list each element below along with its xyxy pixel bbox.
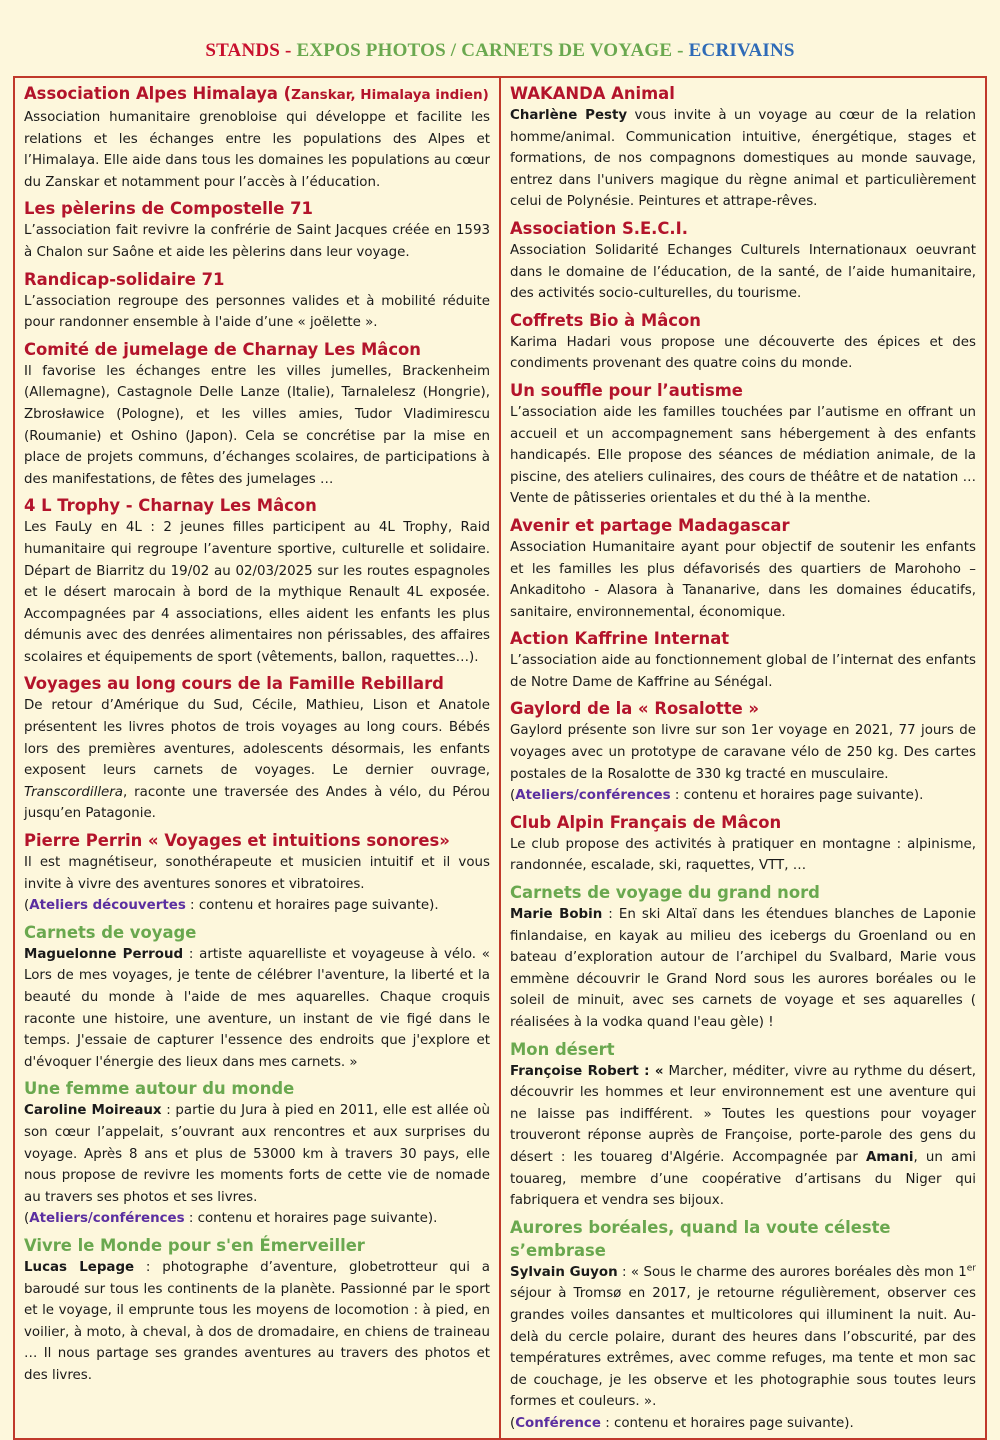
entry-title: Coffrets Bio à Mâcon [510, 310, 701, 330]
entry-text: Les FauLy en 4L : 2 jeunes filles participent au 4L Trophy, Raid humanitaire qui regroupe l’aventure sportive, culturelle et solidaire. Départ de Biarritz du 19/02 au 02/03/2025 sur les routes espagnoles et le désert marocain à bord de la mythique Renault 4L exposée. Accompagnées par 4 associations, elles aident les enfants les plus démunis avec des denrées alimentaires non périssables, des affaires scolaires et équipements de sport (vêtements, ballon, raquettes…). [24, 520, 490, 665]
entry-title: Un souffle pour l’autisme [510, 380, 743, 400]
entry-text: L’association aide les familles touchées par l’autisme en offrant un accueil et un accompagnement sans hébergement à des enfants handicapés. Elle propose des séances de médiation animale, de la piscine, des ateliers culinaires, des cours de théâtre et de natation … Vente de pâtisseries orientales et du thé à la menthe. [510, 404, 976, 507]
entry-text: Association humanitaire grenobloise qui développe et facilite les relations et les échanges entre les populations des Alpes et l’Himalaya. Elle aide dans tous les domaines les populations au cœur du Zanskar et notamment pour l’accès à l’éducation. [24, 110, 490, 190]
entry-title: Carnets de voyage du grand nord [510, 883, 820, 903]
entry-gaylord [510, 697, 976, 806]
person-name: Marie Bobin [510, 907, 603, 923]
entry-text: Il est magnétiseur, sonothérapeute et musicien intuitif et il vous invite à vivre des aventures sonores et vibratoires. (Ateliers découvertes : contenu et horaires page suivante). [24, 855, 490, 914]
person-name: Maguelonne Perroud [24, 946, 184, 962]
title-ecrivains: ECRIVAINS [688, 40, 795, 61]
entry-text: L’association aide au fonctionnement global de l’internat des enfants de Notre Dame de Kaffrine au Sénégal. [510, 653, 976, 690]
person-name: Amani [866, 1149, 914, 1165]
entry-text: Sylvain Guyon : « Sous le charme des aurores boréales dès mon 1er séjour à Tromsø en 2017, je retourne régulièrement, observer ces grandes voiles dansantes et multicolores qui illuminent la nuit. Au-delà du cercle polaire, durant des heures dans l’obscurité, par des températures extrêmes, avec comme refuges, ma tente et mon sac de couchage, je les observe et les photographie sous toutes leurs formes et couleurs. ». (Conférence : contenu et horaires page suivante). [510, 1263, 976, 1431]
entry-text: Le club propose des activités à pratiquer en montagne : alpinisme, randonnée, escalade, ski, raquettes, VTT, … [510, 836, 976, 874]
entry-club-alpin [510, 811, 976, 877]
entry-text: Gaylord présente son livre sur son 1er voyage en 2021, 77 jours de voyages avec un prototype de caravane vélo de 250 kg. Des cartes postales de la Rosalotte de 330 kg tracté en musculaire. (Ateliers/conférences : contenu et horaires page suivante). [510, 723, 976, 804]
entry-coffrets-bio [510, 309, 976, 375]
entry-title: Association Alpes Himalaya (Zanskar, Himalaya indien) [24, 84, 489, 103]
ateliers-link[interactable]: Ateliers/conférences [515, 788, 671, 804]
entry-mon-desert [510, 1038, 976, 1212]
entry-madagascar [510, 514, 976, 623]
right-column [501, 78, 985, 1438]
entry-title: Club Alpin Français de Mâcon [510, 812, 782, 832]
conference-link[interactable]: Conférence [515, 1415, 601, 1431]
entry-title: Aurores boréales, quand la voute céleste s’embrase [510, 1217, 891, 1260]
entry-compostelle [24, 197, 490, 263]
person-name: Lucas Lepage [24, 1259, 135, 1275]
entry-title: Mon désert [510, 1039, 615, 1059]
entry-text: L’association fait revivre la confrérie de Saint Jacques créée en 1593 à Chalon sur Saône et aide les pèlerins dans leur voyage. [24, 223, 490, 260]
entry-text: Caroline Moireaux : partie du Jura à pied en 2011, elle est allée où son cœur l’appelait, s’ouvrant aux rencontres et aux surprises du voyage. Après 8 ans et plus de 53000 km à travers 30 pays, elle nous propose de revivre les moments forts de cette vie de nomade au travers ses photos et ses livres. (Ateliers/conférences : contenu et horaires page suivante). [24, 1103, 490, 1227]
entry-title: Les pèlerins de Compostelle 71 [24, 199, 313, 219]
content-frame [13, 76, 987, 1440]
entry-title: Gaylord de la « Rosalotte » [510, 699, 759, 719]
entry-title: WAKANDA Animal [510, 84, 675, 103]
book-title: Transcordillera [24, 784, 123, 800]
entry-text: Charlène Pesty vous invite à un voyage au cœur de la relation homme/animal. Communication intuitive, énergétique, stages et formations, de nos compagnons domestiques au monde sauvage, entrez dans l'univers magique du règne animal et particulièrement celui de Polynésie. Peintures et attrape-rêves. [510, 108, 976, 210]
entry-femme-monde [24, 1077, 490, 1230]
entry-alpes-himalaya [24, 82, 490, 193]
entry-text: Maguelonne Perroud : artiste aquarelliste et voyageuse à vélo. « Lors de mes voyages, je tente de célébrer l'aventure, la liberté et la beauté du monde à l'aide de mes aquarelles. Chaque croquis raconte une histoire, une aventure, un instant de vie figé dans le temps. J'essaie de capturer l'essence des endroits que j'explore et d'évoquer l'énergie des lieux dans mes carnets. » [24, 946, 490, 1070]
entry-title: Association S.E.C.I. [510, 218, 688, 238]
entry-text: Association Humanitaire ayant pour objectif de soutenir les enfants et les familles les plus défavorisés des quartiers de Marohoho – Ankaditoho - Alasora à Tananarive, dans les domaines éducatifs, sanitaire, environnemental, économique. [510, 539, 976, 620]
left-column [15, 78, 501, 1438]
entry-perrin [24, 829, 490, 917]
entry-title: 4 L Trophy - Charnay Les Mâcon [24, 496, 317, 516]
title-stands: STANDS - [205, 40, 297, 61]
entry-title: Vivre le Monde pour s'en Émerveiller [24, 1235, 365, 1255]
entry-kaffrine [510, 627, 976, 693]
entry-aurores [510, 1216, 976, 1435]
entry-wakanda [510, 82, 976, 213]
entry-4l-trophy [24, 494, 490, 668]
entry-text: Il favorise les échanges entre les villes jumelles, Brackenheim (Allemagne), Castagnole Delle Lanze (Italie), Tarnalelesz (Hongrie), Zbrosławice (Pologne), et les villes amies, Tudor Vladimirescu (Roumanie) et Oshino (Japon). Cela se concrétise par la mise en place de projets communs, d’échanges scolaires, de participations à des manifestations, de fêtes des jumelages … [24, 363, 490, 487]
person-name: Sylvain Guyon [510, 1264, 618, 1280]
person-name: Françoise Robert : « [510, 1063, 664, 1079]
entry-text: Karima Hadari vous propose une découverte des épices et des condiments provenant des quatre coins du monde. [510, 334, 976, 372]
entry-title: Randicap-solidaire 71 [24, 269, 225, 289]
entry-text: L’association regroupe des personnes valides et à mobilité réduite pour randonner ensemble à l'aide d’une « joëlette ». [24, 293, 490, 331]
entry-jumelage [24, 338, 490, 491]
person-name: Charlène Pesty [510, 108, 628, 123]
entry-text: Lucas Lepage : photographe d’aventure, globetrotteur qui a baroudé sur tous les continents de la planète. Passionné par le sport et le voyage, il emprunte tous les moyens de locomotion : à pied, en voilier, à moto, à cheval, à dos de dromadaire, en chiens de traineau … Il nous partage ses grandes aventures au travers des photos et des livres. [24, 1259, 490, 1383]
entry-title: Une femme autour du monde [24, 1079, 295, 1099]
entry-vivre-monde [24, 1234, 490, 1387]
entry-souffle-autisme [510, 379, 976, 510]
entry-rebillard [24, 672, 490, 825]
ateliers-link[interactable]: Ateliers/conférences [29, 1211, 185, 1227]
page-title [0, 0, 1000, 68]
entry-randicap [24, 268, 490, 334]
entry-title: Carnets de voyage [24, 922, 197, 942]
entry-title: Avenir et partage Madagascar [510, 515, 790, 535]
entry-grand-nord [510, 881, 976, 1034]
entry-text: Association Solidarité Echanges Culturels Internationaux oeuvrant dans le domaine de l’éducation, de la santé, de l’aide humanitaire, des activités socio-culturelles, du tourisme. [510, 242, 976, 302]
person-name: Caroline Moireaux [24, 1103, 162, 1119]
entry-seci [510, 217, 976, 305]
entry-title: Voyages au long cours de la Famille Rebillard [24, 674, 444, 694]
entry-text: De retour d’Amérique du Sud, Cécile, Mathieu, Lison et Anatole présentent les livres photos de trois voyages au long cours. Bébés lors des premières aventures, adolescents désormais, les enfants exposent leurs carnets de voyages. Le dernier ouvrage, Transcordillera, raconte une traversée des Andes à vélo, du Pérou jusqu’en Patagonie. [24, 698, 490, 822]
entry-text: Marie Bobin : En ski Altaï dans les étendues blanches de Laponie finlandaise, en kayak au milieu des icebergs du Groenland ou en bateau d’exploration autour de l’archipel du Svalbard, Marie vous emmène découvrir le Grand Nord sous les aurores boréales ou le soleil de minuit, avec ses carnets de voyage et ses aquarelles ( réalisées à la vodka quand l'eau gèle) ! [510, 907, 976, 1030]
title-expos: EXPOS PHOTOS / CARNETS DE VOYAGE - [296, 40, 689, 61]
entry-text: Françoise Robert : « Marcher, méditer, vivre au rythme du désert, découvrir les hommes et leur environnement est une aventure qui ne laisse pas indifférent. » Toutes les questions pour voyager trouveront réponse auprès de Françoise, porte-parole des gens du désert : les touareg d'Algérie. Accompagnée par Amani, un ami touareg, membre d’une coopérative d’artisans du Niger qui fabriquera et vendra ses bijoux. [510, 1063, 976, 1209]
entry-title: Pierre Perrin « Voyages et intuitions sonores» [24, 831, 450, 851]
entry-title: Action Kaffrine Internat [510, 629, 730, 649]
entry-title: Comité de jumelage de Charnay Les Mâcon [24, 339, 421, 359]
entry-carnets [24, 921, 490, 1074]
ateliers-link[interactable]: Ateliers découvertes [29, 898, 186, 914]
